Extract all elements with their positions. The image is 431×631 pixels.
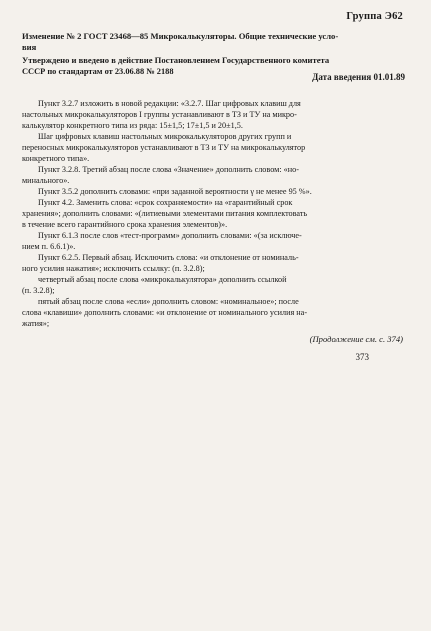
page-number: 373 (355, 352, 369, 362)
body-line: конкретного типа». (22, 154, 90, 163)
body-line: в течение всего гарантийного срока хранения элементов)». (22, 220, 228, 229)
body-line: (п. 3.2.8); (22, 286, 55, 295)
body-line: нием п. 6.6.1)». (22, 242, 76, 251)
body-line: пятый абзац после слова «если» дополнить словом: «номинальное»; после (38, 297, 299, 306)
continuation-note: (Продолжение см. с. 374) (309, 334, 403, 344)
body-line: калькулятор конкретного типа из ряда: 15±1,5; 17±1,5 и 20±1,5. (22, 121, 243, 130)
body-line: Пункт 3.2.7 изложить в новой редакции: «3.2.7. Шаг цифровых клавиш для (38, 99, 301, 108)
body-line: Пункт 3.2.8. Третий абзац после слова «Значение» дополнить словом: «но- (38, 165, 299, 174)
body-line: слова «клавиши» дополнить словами: «и отклонение от номинального усилия на- (22, 308, 308, 317)
body-line: переносных микрокалькуляторов устанавливают в ТЗ и ТУ на микрокалькулятор (22, 143, 306, 152)
body-line: ного усилия нажатия»; исключить ссылку: (п. 3.2.8); (22, 264, 205, 273)
body-line: четвертый абзац после слова «микрокалькулятора» дополнить ссылкой (38, 275, 287, 284)
body-line: Шаг цифровых клавиш настольных микрокалькуляторов других групп и (38, 132, 292, 141)
body-line: жатия»; (22, 319, 50, 328)
effective-date: Дата введения 01.01.89 (312, 72, 405, 82)
group-code: Группа Э62 (346, 11, 403, 22)
amendment-title-line1: Изменение № 2 ГОСТ 23468—85 Микрокалькуляторы. Общие технические усло- (22, 31, 339, 41)
body-line: Пункт 6.1.3 после слов «тест-программ» дополнить словами: «(за исключе- (38, 231, 302, 240)
body-line: Пункт 4.2. Заменить слова: «срок сохраняемости» на «гарантийный срок (38, 198, 293, 207)
amendment-title-line2: вия (22, 42, 37, 52)
approval-line1: Утверждено и введено в действие Постановлением Государственного комитета (22, 55, 330, 65)
approval-line2: СССР по стандартам от 23.06.88 № 2188 (22, 67, 174, 76)
body-line: хранения»; дополнить словами: «(литиевыми элементами питания комплектовать (22, 209, 308, 218)
body-line: Пункт 3.5.2 дополнить словами: «при заданной вероятности γ не менее 95 %». (38, 187, 312, 196)
body-line: Пункт 6.2.5. Первый абзац. Исключить слова: «и отклонение от номиналь- (38, 253, 299, 262)
body-line: минального». (22, 176, 70, 185)
body-line: настольных микрокалькуляторов I группы устанавливают в ТЗ и ТУ на микро- (22, 110, 297, 119)
